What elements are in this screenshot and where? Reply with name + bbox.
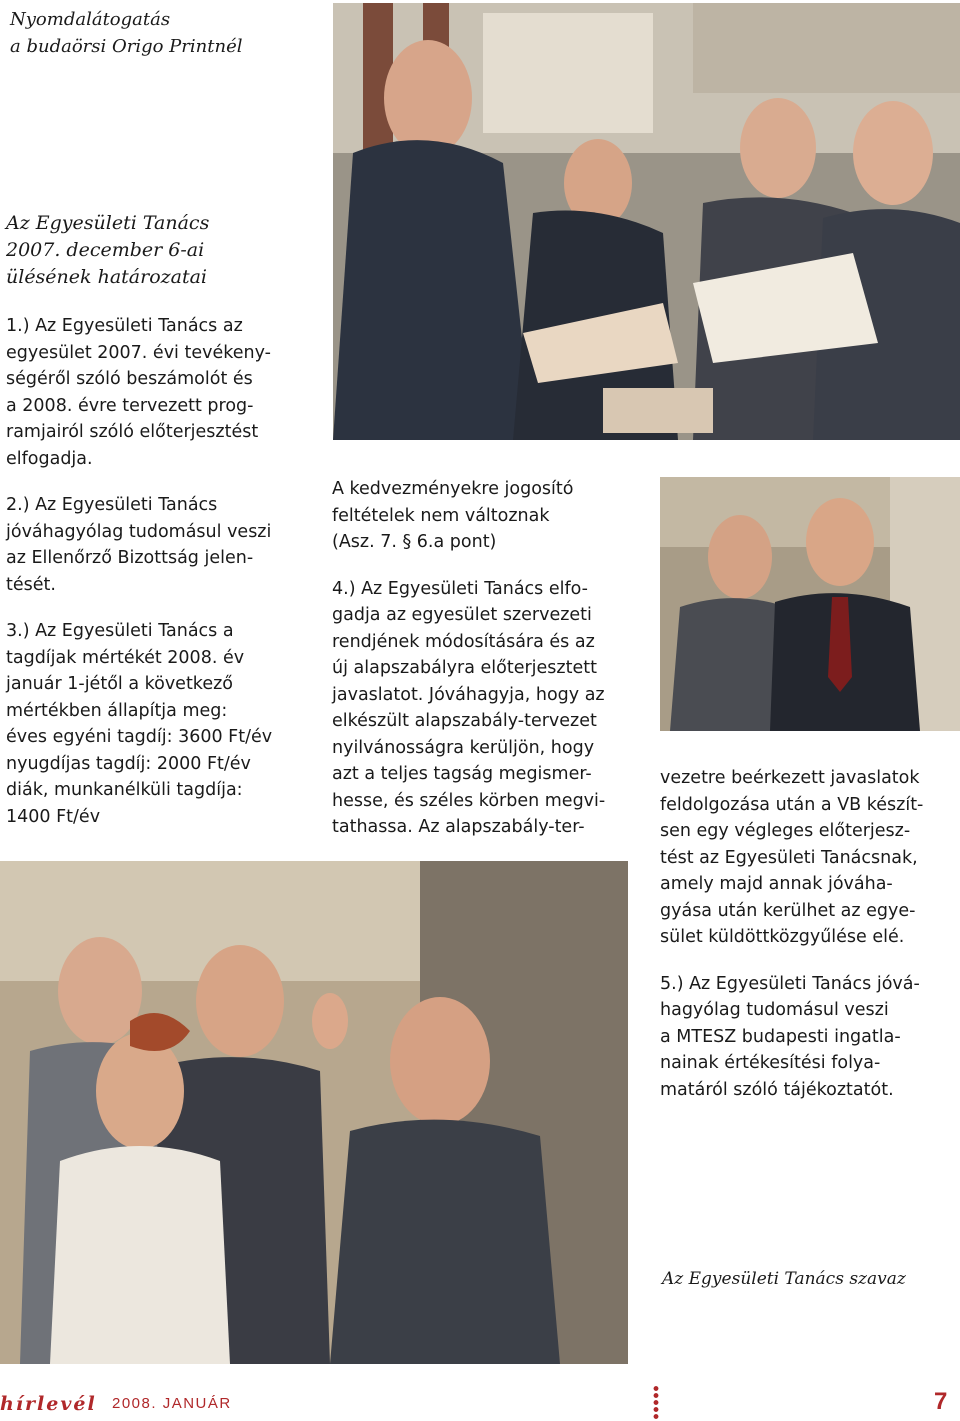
page-number: 7 <box>934 1388 948 1415</box>
article-heading: Az Egyesületi Tanács 2007. december 6-ai ülésének határozatai <box>6 212 210 288</box>
text-column-3 <box>660 765 956 1123</box>
photo-council-voting <box>0 861 628 1364</box>
discounts-note: A kedvezményekre jogosító feltételek nem változnak (Asz. 7. § 6.a pont) <box>332 479 574 552</box>
resolution-5: 5.) Az Egyesületi Tanács jóvá- hagyólag tudomásul veszi a MTESZ budapesti ingatla- nainak értékesítési folya- matáról szóló tájékoztatót. <box>660 973 920 1100</box>
issue-date: 2008. JANUÁR <box>112 1395 232 1412</box>
text-column-1 <box>6 313 322 850</box>
resolution-4-continued: vezetre beérkezett javaslatok feldolgozása után a VB készít- sen egy végleges előterjesz- tést az Egyesületi Tanácsnak, amely majd annak jóváha- gyása után kerülhet az egye- sület küldöttközgyűlése elé. <box>660 768 924 947</box>
footer-dot-divider <box>653 1385 659 1421</box>
photo-caption-printhouse: Nyomdalátogatás a budaörsi Origo Printnél <box>10 9 243 57</box>
photo-caption-voting: Az Egyesületi Tanács szavaz <box>662 1269 906 1289</box>
resolution-3: 3.) Az Egyesületi Tanács a tagdíjak mértékét 2008. év január 1-jétől a következő mértékben állapítja meg: éves egyéni tagdíj: 3600 Ft/év nyugdíjas tagdíj: 2000 Ft/év diák, munkanélküli tagdíja: 1400 Ft/év <box>6 621 273 827</box>
newsletter-logo: hírlevél <box>0 1393 97 1415</box>
resolution-1: 1.) Az Egyesületi Tanács az egyesület 2007. évi tevékeny- ségéről szóló beszámolót és a 2008. évre tervezett prog- ramjairól szóló előterjesztést elfogadja. <box>6 316 271 469</box>
text-column-2 <box>332 476 644 861</box>
photo-two-gentlemen <box>660 477 960 731</box>
resolution-4: 4.) Az Egyesületi Tanács elfo- gadja az egyesület szervezeti rendjének módosítására és az új alapszabályra előterjesztett javaslatot. Jóváhagyja, hogy az elkészült alapszabály-tervezet nyilvánosságra kerüljön, hogy azt a teljes tagság megismer- hesse, és széles körben megvi- tathassa. Az alapszabály-ter- <box>332 578 606 837</box>
photo-printhouse-visit <box>333 3 960 440</box>
resolution-2: 2.) Az Egyesületi Tanács jóváhagyólag tudomásul veszi az Ellenőrző Bizottság jelen- tését. <box>6 495 272 595</box>
